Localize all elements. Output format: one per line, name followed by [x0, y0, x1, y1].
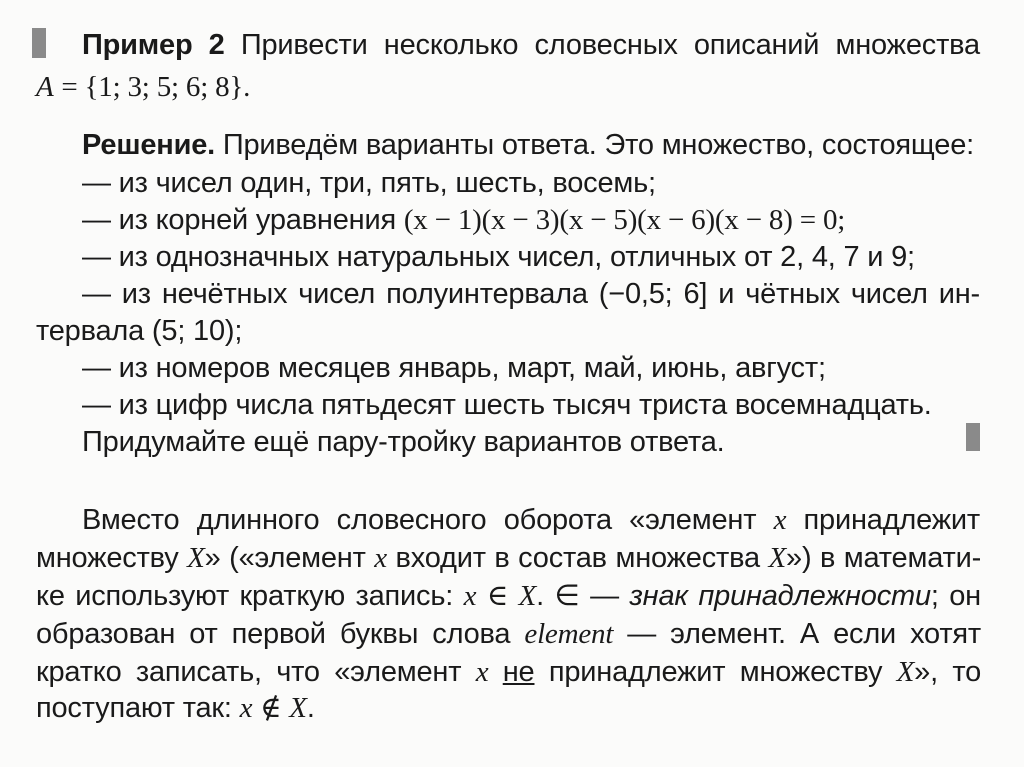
solution-intro: Приведём варианты ответа. Это множество, состоящее:	[222, 129, 974, 161]
p6-text-a: поступают так:	[36, 692, 232, 724]
p4-text-a: образован от первой буквы слова	[36, 618, 511, 650]
paragraph-line-6	[36, 691, 315, 725]
p5-text-a: кратко записать, что «элемент	[36, 656, 462, 688]
p3-term: знак принадлежности	[629, 580, 931, 612]
p5-text-c: принадлежит множеству	[548, 656, 883, 688]
solution-item-5: — из номеров месяцев январь, март, май, июнь, август;	[82, 352, 826, 384]
p3-text-c: . ∈ —	[536, 580, 619, 612]
paragraph-line-4	[36, 617, 981, 651]
p6-X: X	[289, 692, 307, 724]
paragraph-line-5	[36, 655, 981, 689]
paragraph-line-1	[82, 503, 980, 537]
section-marker-left	[32, 28, 46, 58]
p4-word-element: element	[524, 618, 614, 650]
p6-text-c: .	[306, 692, 315, 724]
solution-item-2	[82, 203, 845, 237]
p3-element-of: ∈	[486, 580, 509, 612]
p2-text-a: множеству	[36, 542, 179, 574]
example-title: Пример 2	[82, 29, 225, 61]
example-set-line	[36, 70, 250, 104]
p1-text-a: Вместо длинного словесного оборота «элемент	[82, 504, 757, 536]
solution-intro-line	[82, 128, 974, 162]
set-variable: A	[36, 71, 54, 103]
p5-X: X	[896, 656, 915, 688]
p5-text-d: », то	[914, 656, 982, 688]
p2-X: X	[187, 542, 205, 574]
p5-x: x	[475, 656, 489, 688]
example-text: Привести несколько словесных описаний множества	[240, 29, 980, 61]
p2-X2: X	[768, 542, 787, 574]
p4-text-c: — элемент. А если хотят	[627, 618, 982, 650]
p3-X: X	[518, 580, 537, 612]
p2-x: x	[374, 542, 387, 574]
solution-item-4: — из нечётных чисел полуинтервала (−0,5; 6] и чётных чисел ин-	[82, 278, 980, 310]
solution-item-6: — из цифр числа пятьдесят шесть тысяч триста восемнадцать.	[82, 389, 932, 421]
p2-text-c: входит в состав множества	[395, 542, 760, 574]
p3-text-a: ке используют краткую запись:	[36, 580, 454, 612]
p6-not-element-of: ∉	[260, 692, 282, 724]
solution-item-4-cont: тервала (5; 10);	[36, 315, 243, 347]
solution-item-3: — из однозначных натуральных чисел, отличных от 2, 4, 7 и 9;	[82, 241, 915, 273]
set-definition: = {1; 3; 5; 6; 8}.	[61, 71, 251, 103]
p5-underlined-not: не	[502, 656, 535, 688]
solution-title: Решение.	[82, 129, 215, 161]
solution-closing: Придумайте ещё пару-тройку вариантов ответа.	[82, 426, 725, 458]
p2-text-b: » («элемент	[204, 542, 366, 574]
p1-x: x	[773, 504, 787, 536]
paragraph-line-3	[36, 579, 981, 613]
equation: (x − 1)(x − 3)(x − 5)(x − 6)(x − 8) = 0;	[403, 204, 846, 236]
solution-item-1: — из чисел один, три, пять, шесть, восемь;	[82, 167, 656, 199]
paragraph-line-2	[36, 541, 981, 575]
p3-x: x	[463, 580, 477, 612]
p1-text-b: принадлежит	[803, 504, 981, 536]
p2-text-d: ») в математи-	[786, 542, 982, 574]
p3-text-e: ; он	[930, 580, 982, 612]
example-heading-line	[82, 28, 980, 62]
solution-item-2-text: — из корней уравнения	[82, 204, 396, 236]
p6-x: x	[239, 692, 253, 724]
section-marker-right	[966, 423, 980, 451]
